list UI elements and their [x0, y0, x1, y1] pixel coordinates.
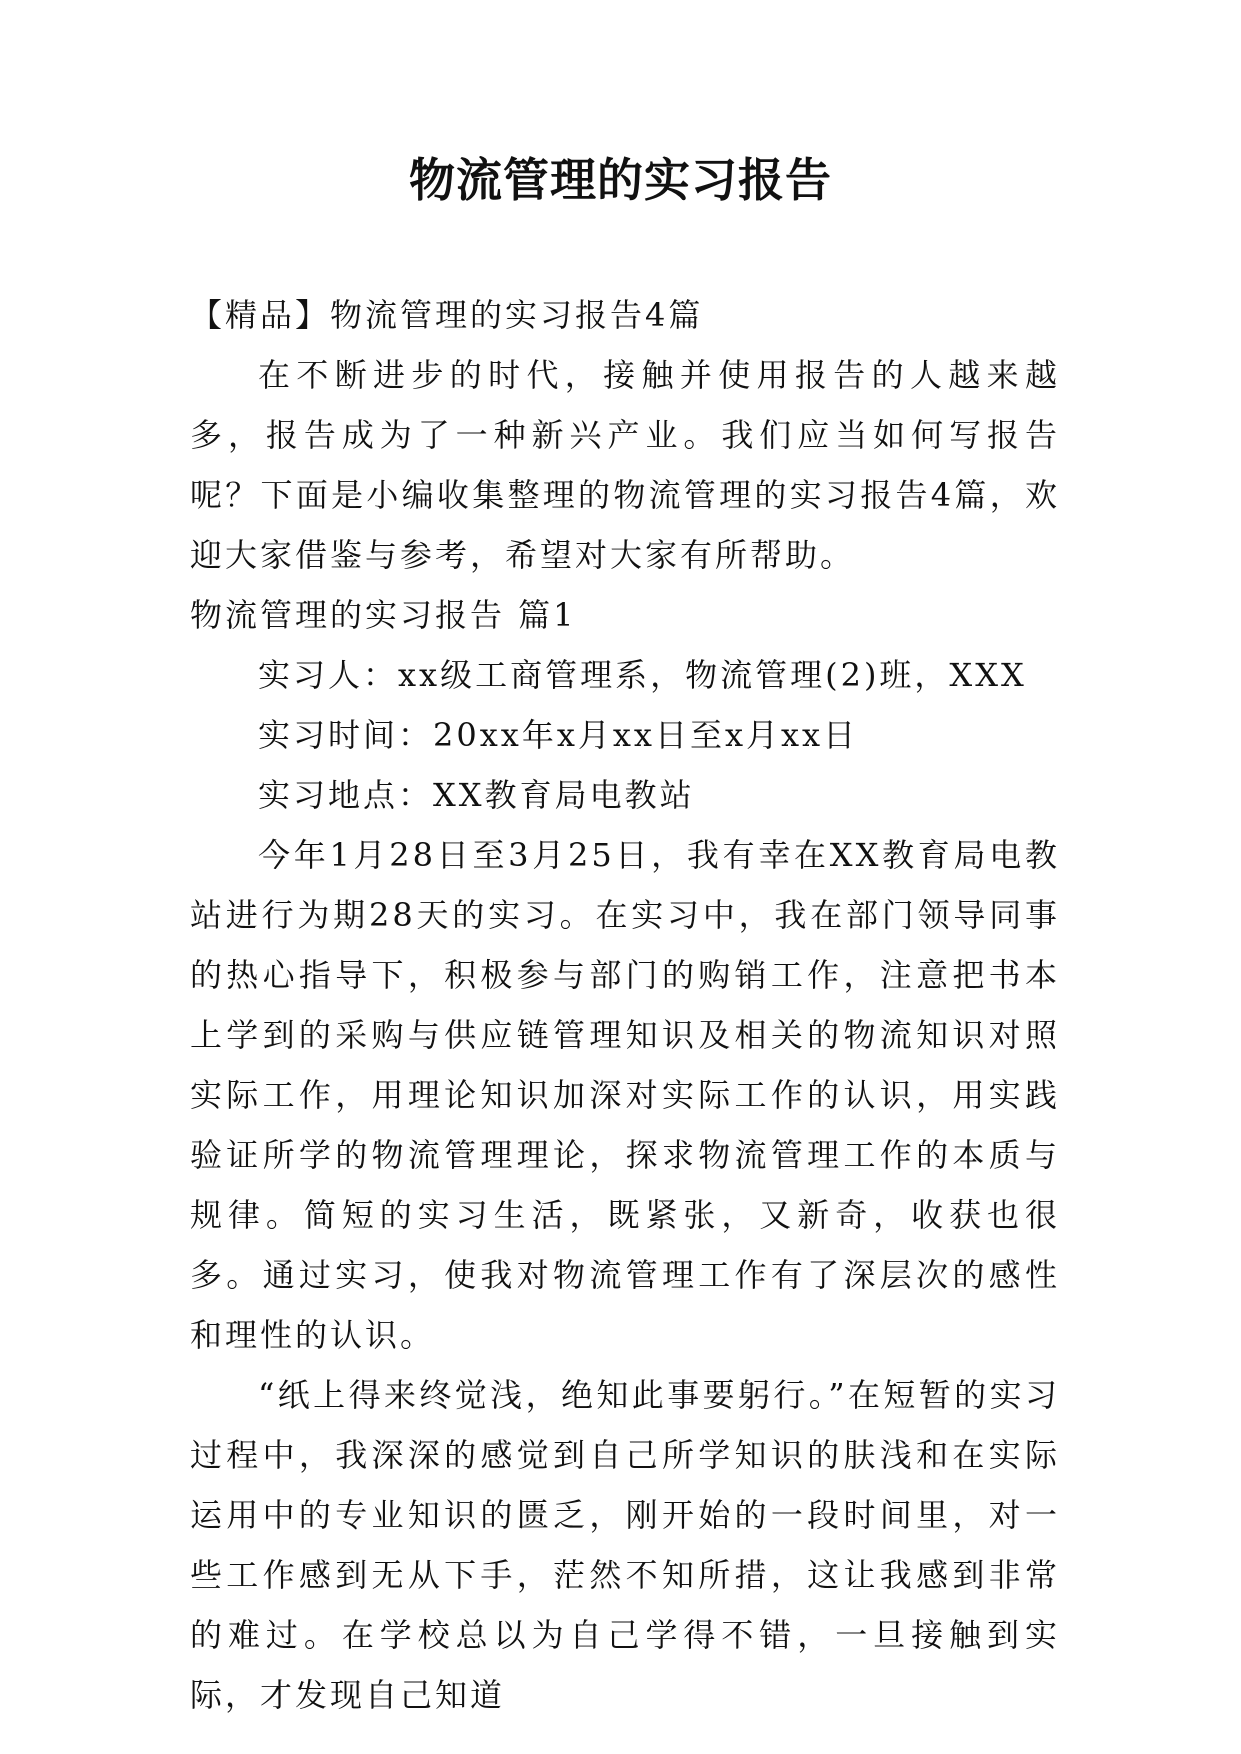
body-paragraph-2: “纸上得来终觉浅，绝知此事要躬行。”在短暂的实习过程中，我深深的感觉到自己所学知识的肤浅和在实际运用中的专业知识的匮乏，刚开始的一段时间里，对一些工作感到无从下手，茫然不知所措，这让我感到非常的难过。在学校总以为自己学得不错，一旦接触到实际，才发现自己知道 [190, 1376, 1060, 1714]
intern-time-line: 实习时间：20xx年x月xx日至x月xx日 [258, 716, 859, 754]
document-subtitle: 【精品】物流管理的实习报告4篇 [190, 296, 704, 334]
intern-person-line: 实习人：xx级工商管理系，物流管理(2)班，XXX [258, 656, 1027, 694]
document-body [190, 285, 1060, 1725]
intro-paragraph: 在不断进步的时代，接触并使用报告的人越来越多，报告成为了一种新兴产业。我们应当如何写报告呢？下面是小编收集整理的物流管理的实习报告4篇，欢迎大家借鉴与参考，希望对大家有所帮助。 [190, 356, 1060, 574]
section-heading: 物流管理的实习报告 篇1 [190, 596, 577, 634]
intern-place-line: 实习地点：XX教育局电教站 [258, 776, 695, 814]
body-paragraph-1: 今年1月28日至3月25日，我有幸在XX教育局电教站进行为期28天的实习。在实习中，我在部门领导同事的热心指导下，积极参与部门的购销工作，注意把书本上学到的采购与供应链管理知识及相关的物流知识对照实际工作，用理论知识加深对实际工作的认识，用实践验证所学的物流管理理论，探求物流管理工作的本质与规律。简短的实习生活，既紧张，又新奇，收获也很多。通过实习，使我对物流管理工作有了深层次的感性和理性的认识。 [190, 836, 1060, 1354]
document-title: 物流管理的实习报告 [409, 153, 832, 207]
